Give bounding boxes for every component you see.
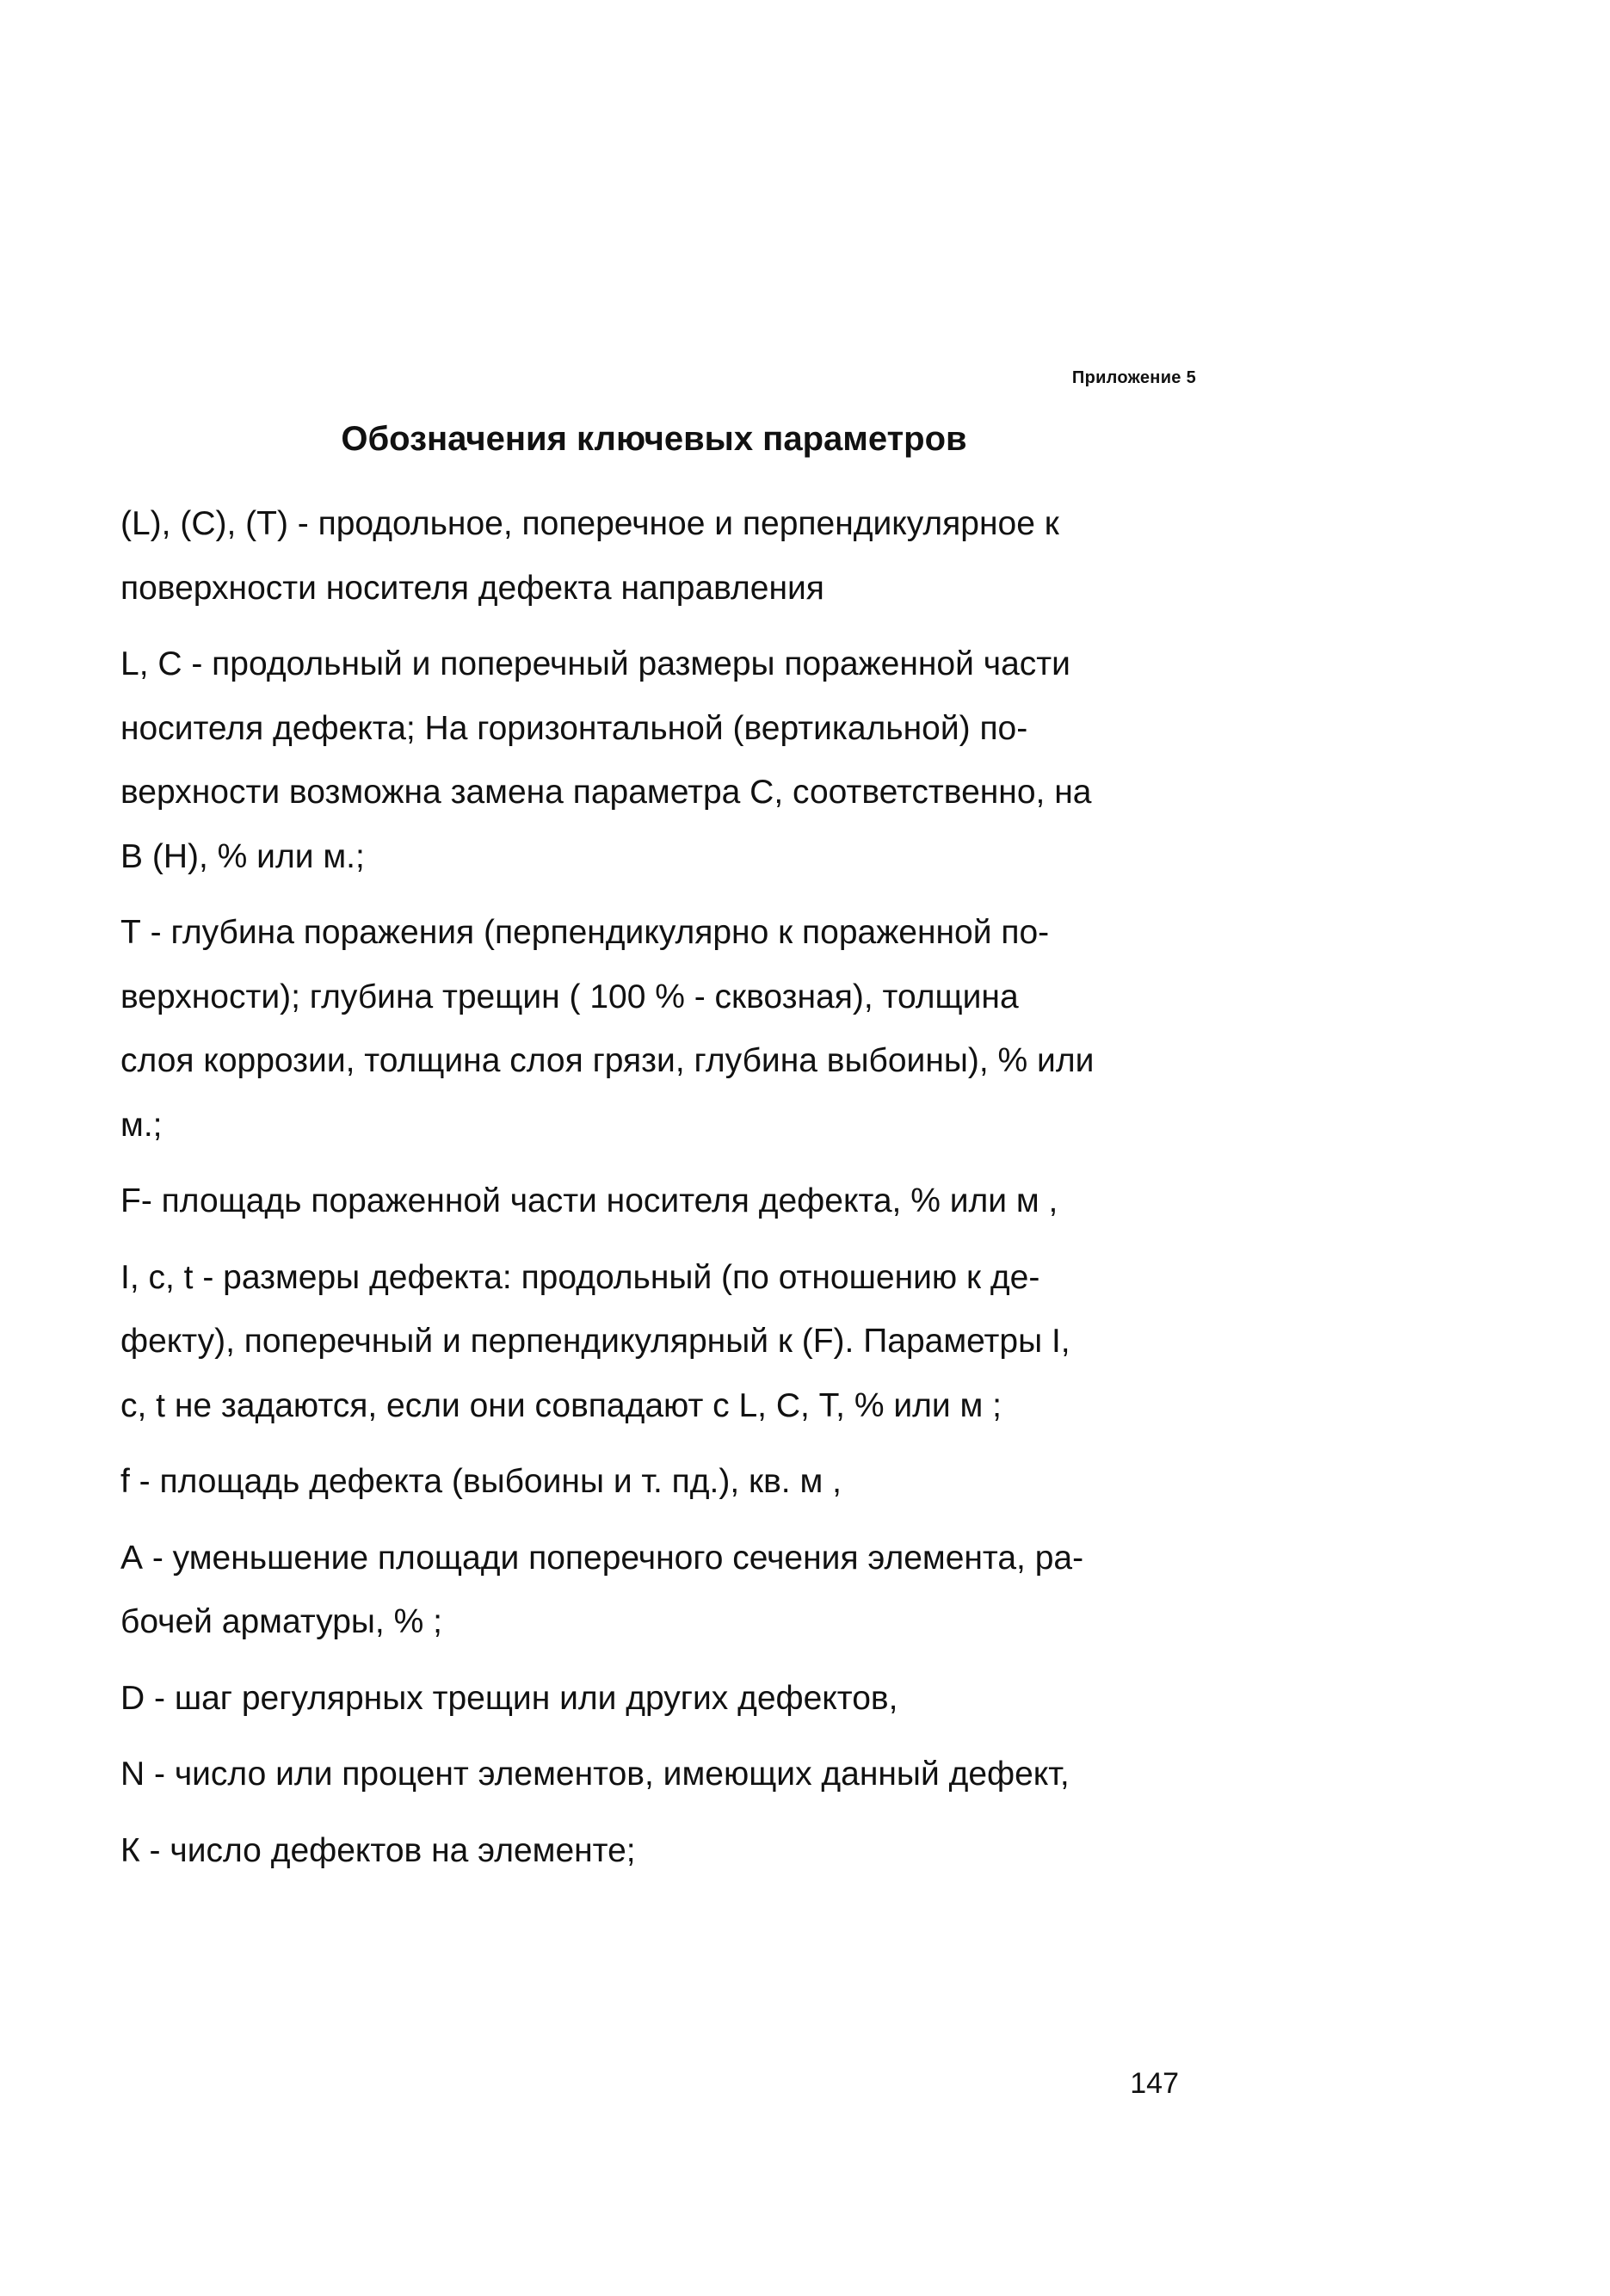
definition-paragraph (120, 901, 1196, 1157)
appendix-label: Приложение 5 (1071, 368, 1196, 387)
text-line: м.; (120, 1106, 163, 1144)
text-line: поверхности носителя дефекта направления (120, 569, 824, 607)
text-line: фекту), поперечный и перпендикулярный к (F). Параметры I, (120, 1323, 1070, 1360)
text-line: F- площадь пораженной части носителя дефекта, % или м , (120, 1182, 1058, 1219)
definition-paragraph (120, 1667, 1196, 1731)
text-line: носителя дефекта; На горизонтальной (вертикальной) по- (120, 709, 1028, 747)
text-line: L, С - продольный и поперечный размеры пораженной части (120, 645, 1070, 682)
definition-paragraph (120, 492, 1196, 620)
text-line: бочей арматуры, % ; (120, 1603, 442, 1640)
text-line: D - шаг регулярных трещин или других дефектов, (120, 1679, 898, 1717)
text-line: (L), (С), (Т) - продольное, поперечное и перпендикулярное к (120, 505, 1059, 542)
definition-paragraph (120, 1170, 1196, 1234)
text-line: слоя коррозии, толщина слоя грязи, глубина выбоины), % или (120, 1042, 1095, 1079)
definition-paragraph (120, 1743, 1196, 1807)
definition-paragraph (120, 1450, 1196, 1515)
text-line: В (Н), % или м.; (120, 837, 365, 875)
text-line: с, t не задаются, если они совпадают с L, С, Т, % или м ; (120, 1386, 1002, 1424)
page-title: Обозначения ключевых параметров (341, 420, 967, 458)
text-line: верхности возможна замена параметра С, соответственно, на (120, 774, 1092, 811)
text-line: А - уменьшение площади поперечного сечения элемента, ра- (120, 1539, 1084, 1577)
definitions-list (120, 492, 1196, 1895)
definition-paragraph (120, 1246, 1196, 1439)
page-number: 147 (1130, 2067, 1179, 2100)
definition-paragraph (120, 1819, 1196, 1884)
text-line: I, с, t - размеры дефекта: продольный (по отношению к де- (120, 1258, 1040, 1296)
text-line: К - число дефектов на элементе; (120, 1831, 636, 1869)
text-line: N - число или процент элементов, имеющих данный дефект, (120, 1756, 1070, 1793)
text-line: Т - глубина поражения (перпендикулярно к пораженной по- (120, 914, 1050, 951)
definition-paragraph (120, 1527, 1196, 1655)
definition-paragraph (120, 633, 1196, 889)
text-line: верхности); глубина трещин ( 100 % - сквозная), толщина (120, 978, 1019, 1015)
text-line: f - площадь дефекта (выбоины и т. пд.), кв. м , (120, 1463, 842, 1500)
